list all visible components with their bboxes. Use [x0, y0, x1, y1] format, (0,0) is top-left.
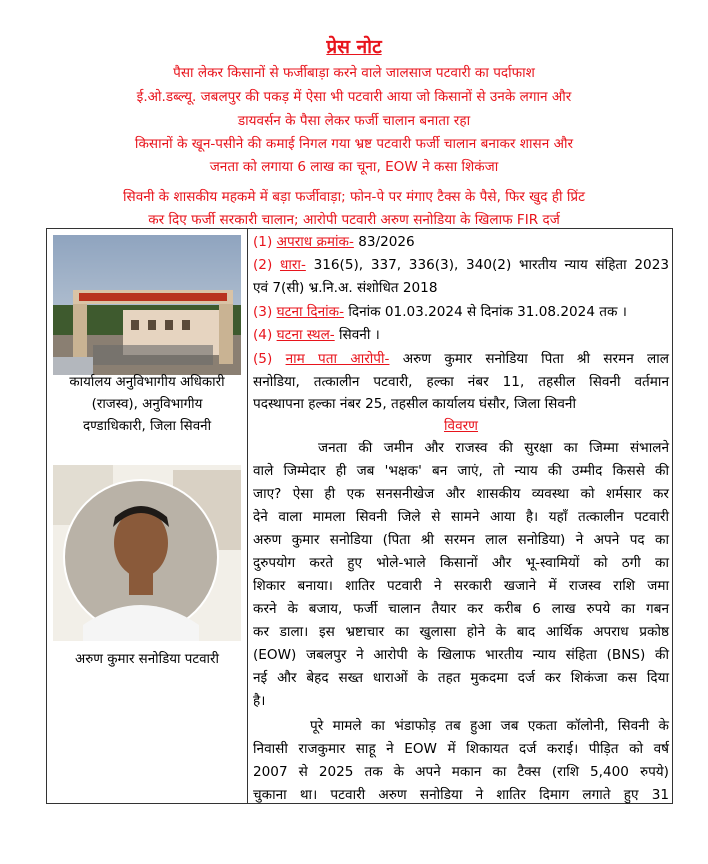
- incident-date-label: घटना दिनांक-: [276, 304, 345, 320]
- accused-continued: सनोडिया, तत्कालीन पटवारी, हल्का नंबर 11, तहसील सिवनी वर्तमान: [253, 374, 669, 390]
- details-heading: विवरण: [443, 418, 479, 434]
- paragraph-line: 2007 से 2025 तक के अपने मकान का टैक्स (राशि 5,400 रुपये): [253, 764, 669, 780]
- paragraph-line: करने के बजाय, फर्जी चालान तैयार कर करीब 6 लाख रुपये का गबन: [253, 601, 669, 617]
- paragraph-line: निवासी राजकुमार साहू ने EOW में शिकायत दर्ज कराई। पीड़ित को वर्ष: [253, 741, 669, 757]
- headline-line: डायवर्सन के पैसा लेकर फर्जी चालान बनाता रहा: [237, 113, 471, 129]
- paragraph-line: पूरे मामले का भंडाफोड़ तब हुआ जब एकता कॉलोनी, सिवनी के: [310, 718, 669, 734]
- incident-place-row: (4) घटना स्थल- सिवनी ।: [253, 327, 380, 343]
- sections-row: (2) धारा- 316(5), 337, 336(3), 340(2) भारतीय न्याय संहिता 2023: [253, 257, 669, 273]
- headline-line: पैसा लेकर किसानों से फर्जीबाड़ा करने वाले जालसाज पटवारी का पर्दाफाश: [173, 65, 535, 81]
- headline-line: ई.ओ.डब्ल्यू. जबलपुर की पकड़ में ऐसा भी पटवारी आया जो किसानों से उनके लगान और: [136, 89, 572, 105]
- headline-line: जनता को लगाया 6 लाख का चूना, EOW ने कसा शिकंजा: [209, 159, 499, 175]
- case-number-row: (1) अपराध क्रमांक- 83/2026: [253, 234, 415, 250]
- incident-date-row: (3) घटना दिनांक- दिनांक 01.03.2024 से दिनांक 31.08.2024 तक ।: [253, 304, 627, 320]
- case-details-column: [248, 229, 672, 803]
- paragraph-line: (EOW) जबलपुर ने आरोपी के खिलाफ भारतीय न्याय संहिता (BNS) की: [253, 647, 669, 663]
- photo-column: [47, 229, 248, 803]
- paragraph-line: चुकाना था। पटवारी अरुण सनोडिया ने शातिर दिमाग लगाते हुए 31: [253, 787, 669, 803]
- paragraph-line: जनता की जमीन और राजस्व की सुरक्षा का जिम्मा संभालने: [318, 440, 669, 456]
- headline-line: किसानों के खून-पसीने की कमाई निगल गया भ्रष्ट पटवारी फर्जी चालान बनाकर शासन और: [134, 136, 574, 152]
- accused-photo-caption: अरुण कुमार सनोडिया पटवारी: [75, 652, 219, 667]
- subheadline-line: सिवनी के शासकीय महकमे में बड़ा फर्जीवाड़ा; फोन-पे पर मंगाए टैक्स के पैसे, फिर खुद ही प्रिंट: [123, 189, 585, 205]
- sections-continued: एवं 7(सी) भ्र.नि.अ. संशोधित 2018: [253, 280, 438, 296]
- paragraph-line: अरुण कुमार सनोडिया (पिता श्री सरमन लाल सनोडिया) ने अपने पद का: [253, 532, 669, 548]
- incident-place-label: घटना स्थल-: [276, 327, 335, 343]
- sections-label: धारा-: [279, 257, 306, 273]
- case-number-value: 83/2026: [353, 234, 415, 250]
- accused-value: अरुण कुमार सनोडिया पिता श्री सरमन लाल: [389, 351, 669, 367]
- sections-value: 316(5), 337, 336(3), 340(2) भारतीय न्याय संहिता 2023: [305, 257, 669, 273]
- paragraph-line: दुरुपयोग करते हुए भोले-भाले किसानों और भू-स्वामियों को ठगी का: [253, 555, 669, 571]
- paragraph-line: जाए? ऐसा ही एक सनसनीखेज और शासकीय व्यवस्था को शर्मसार कर: [253, 486, 669, 502]
- paragraph-line: कर डाला। इस भ्रष्टाचार का खुलासा होने के बाद आर्थिक अपराध प्रकोष्ठ: [253, 624, 669, 640]
- paragraph-line: शिकार बनाया। शातिर पटवारी ने सरकारी खजाने में राजस्व राशि जमा: [253, 578, 669, 594]
- accused-row: (5) नाम पता आरोपी- अरुण कुमार सनोडिया पिता श्री सरमन लाल: [253, 351, 669, 367]
- office-building-photo: [53, 235, 241, 375]
- accused-label: नाम पता आरोपी-: [285, 351, 390, 367]
- accused-photo: [53, 465, 241, 641]
- paragraph-line: नई और बेहद सख्त धाराओं के तहत मुकदमा दर्ज कर शिकंजा कस दिया: [253, 670, 669, 686]
- office-photo-caption: कार्यालय अनुविभागीय अधिकारी (राजस्व), अनुविभागीय दण्डाधिकारी, जिला सिवनी: [69, 375, 225, 434]
- page-title: प्रेस नोट: [326, 36, 382, 58]
- paragraph-line: वाले जिम्मेदार ही जब 'भक्षक' बन जाएं, तो न्याय की उम्मीद किससे की: [253, 463, 669, 479]
- incident-place-value: सिवनी ।: [334, 327, 380, 343]
- case-table: [46, 228, 673, 804]
- incident-date-value: दिनांक 01.03.2024 से दिनांक 31.08.2024 तक ।: [344, 304, 627, 320]
- paragraph-line: है।: [253, 693, 266, 709]
- accused-continued: पदस्थापना हल्का नंबर 25, तहसील कार्यालय घंसौर, जिला सिवनी: [253, 396, 576, 412]
- case-number-label: अपराध क्रमांक-: [276, 234, 354, 250]
- paragraph-line: देने वाला मामला सिवनी जिले से सामने आया है। यहाँ तत्कालीन पटवारी: [253, 509, 669, 525]
- subheadline-line: कर दिए फर्जी सरकारी चालान; आरोपी पटवारी अरुण सनोडिया के खिलाफ FIR दर्ज: [148, 212, 560, 228]
